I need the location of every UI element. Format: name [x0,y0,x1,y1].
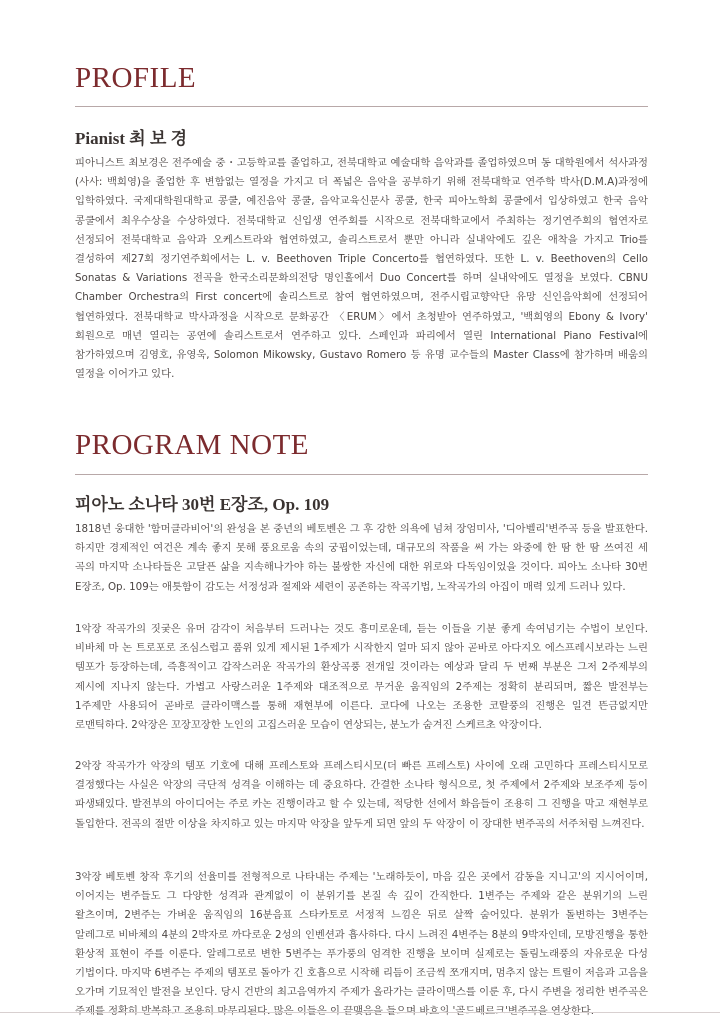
profile-heading: Pianist 최 보 경 [75,129,188,148]
profile-divider [75,106,648,107]
program-note-paragraph-3: 2악장 작곡가가 악장의 템포 기호에 대해 프레스토와 프레스티시모(더 빠른 프레스토) 사이에 오래 고민하다 프레스티시모로 결정했다는 사실은 악장의 극단적 성격을 이해하는 데 중요하다. 간결한 소나타 형식으로, 첫 주제에서 2주제와 보조주제 등이 파생돼있다. 발전부의 아이디어는 주로 카논 진행이라고 할 수 있는데, 적당한 선에서 화음들이 조용히 그 진행을 막고 재현부로 돌입한다. 전곡의 절반 이상을 차지하고 있는 마지막 악장을 앞두게 되면 앞의 두 악장이 이 장대한 변주곡의 서주처럼 느껴진다. [75,760,648,830]
profile-title: PROFILE [75,62,197,94]
program-note-divider [75,474,648,475]
program-note-title: PROGRAM NOTE [75,429,309,461]
page-bottom-divider [0,1012,720,1013]
program-note-paragraph-2: 1악장 작곡가의 짓궂은 유머 감각이 처음부터 드러나는 것도 흥미로운데, 듣는 이들을 기분 좋게 속여넘기는 수법이 보인다. 비바체 마 논 트로포로 조심스럽고 품위 있게 제시된 1주제가 시작한지 얼마 되지 않아 곧바로 아다지오 에스프레시보라는 느린 템포가 등장하는데, 즉흥적이고 갑작스러운 작곡가의 환상곡풍 전개일 것이라는 예상과 달리 두 번째 부분은 그저 2주제부의 제시에 지나지 않는다. 가볍고 사랑스러운 1주제와 대조적으로 무거운 움직임의 2주제는 정확히 분리되며, 짧은 발전부는 1주제만 사용되어 곧바로 클라이맥스를 통해 재현부에 이른다. 코다에 나오는 조용한 코랄풍의 진행은 일견 뜬금없지만 로맨틱하다. 2악장은 꼬장꼬장한 노인의 고집스러운 모습이 연상되는, 분노가 숨겨진 스케르초 악장이다. [75,623,648,732]
profile-body: 피아니스트 최보경은 전주예술 중・고등학교를 졸업하고, 전북대학교 예술대학 음악과를 졸업하였으며 동 대학원에서 석사과정(사사: 백희영)을 졸업한 후 변함없는 열정을 가지고 더 폭넓은 음악을 공부하기 위해 전북대학교 연주학 박사(D.M.A)과정에 입학하였다. 국제대학원대학교 콩쿨, 예진음악 콩쿨, 음악교육신문사 콩쿨, 한국 피아노학회 콩쿨에서 입상하였고 한국 음악 콩쿨에서 최우수상을 수상하였다. 전북대학교 신입생 연주회를 시작으로 전북대학교에서 주최하는 정기연주회의 협연자로 선정되어 전북대학교 음악과 오케스트라와 협연하였고, 솔리스트로서 뿐만 아니라 실내악에도 깊은 애착을 가지고 Trio를 결성하여 제27회 정기연주회에서는 L. v. Beethoven Triple Concerto를 협연하였다. 또한 L. v. Beethoven의 Cello Sonatas & Variations 전곡을 한국소리문화의전당 명인홀에서 Duo Concert를 하며 실내악에도 열정을 보였다. CBNU Chamber Orchestra의 First concert에 솔리스트로 참여 협연하였으며, 전주시립교향악단 유망 신인음악회에 선정되어 협연하였다. 전북대학교 박사과정을 시작으로 문화공간 〈ERUM〉에서 초청받아 연주하였고, '백희영의 Ebony & Ivory' 회원으로 매년 열리는 공연에 솔리스트로서 연주하고 있다. 스페인과 파리에서 열린 International Piano Festival에 참가하였으며 김영호, 유영욱, Solomon Mikowsky, Gustavo Romero 등 유명 교수들의 Master Class에 참가하며 배움의 열정을 이어가고 있다. [75,157,648,381]
program-note-paragraph-4: 3악장 베토벤 창작 후기의 선율미를 전형적으로 나타내는 주제는 '노래하듯이, 마음 깊은 곳에서 감동을 지니고'의 지시어이며, 이어지는 변주들도 그 다양한 성격과 관계없이 이 분위기를 본질 속 깊이 간직한다. 1변주는 주제와 같은 분위기의 느린 왈츠이며, 2변주는 가벼운 움직임의 16분음표 스타카토로 서정적 느낌은 뒤로 살짝 숨어있다. 분위가 돌변하는 3변주는 알레그로 비바체의 4분의 2박자로 까다로운 2성의 인벤션과 흡사하다. 다시 느려진 4변주는 8분의 9박자인데, 모방진행을 통한 환상적 표현이 주를 이룬다. 알레그로로 변한 5변주는 푸가풍의 엄격한 진행을 보이며 실제로는 돌림노래풍의 자유로운 다성 기법이다. 마지막 6변주는 주제의 템포로 돌아가 긴 호흡으로 시작해 리듬이 조금씩 쪼개지며, 멈추지 않는 트릴이 저음과 고음을 오가며 기묘적인 발전을 보인다. 당시 건반의 최고음역까지 주제가 올라가는 클라이맥스를 이룬 후, 다시 주변을 정리한 변주곡은 [75,871,648,999]
program-note-heading: 피아노 소나타 30번 E장조, Op. 109 [75,495,330,514]
program-note-paragraph-1: 1818년 웅대한 '함머클라비어'의 완성을 본 중년의 베토벤은 그 후 강한 의욕에 넘쳐 장엄미사, '디아벨리'변주곡 등을 발표한다. 하지만 경제적인 여건은 계속 좋지 못해 풍요로움 속의 궁핍이었는데, 대규모의 작품을 써 가는 와중에 한 땀 한 땀 쓰여진 세 곡의 마지막 소나타들은 고달픈 삶을 지속해나가야 하는 불쌍한 자신에 대한 위로와 다독임이었을 것이다. 피아노 소나타 30번 E장조, Op. 109는 애틋함이 감도는 서정성과 절제와 세련이 공존하는 작곡기법, 노작곡가의 아집이 매력 있게 드러나 있다. [75,523,648,593]
